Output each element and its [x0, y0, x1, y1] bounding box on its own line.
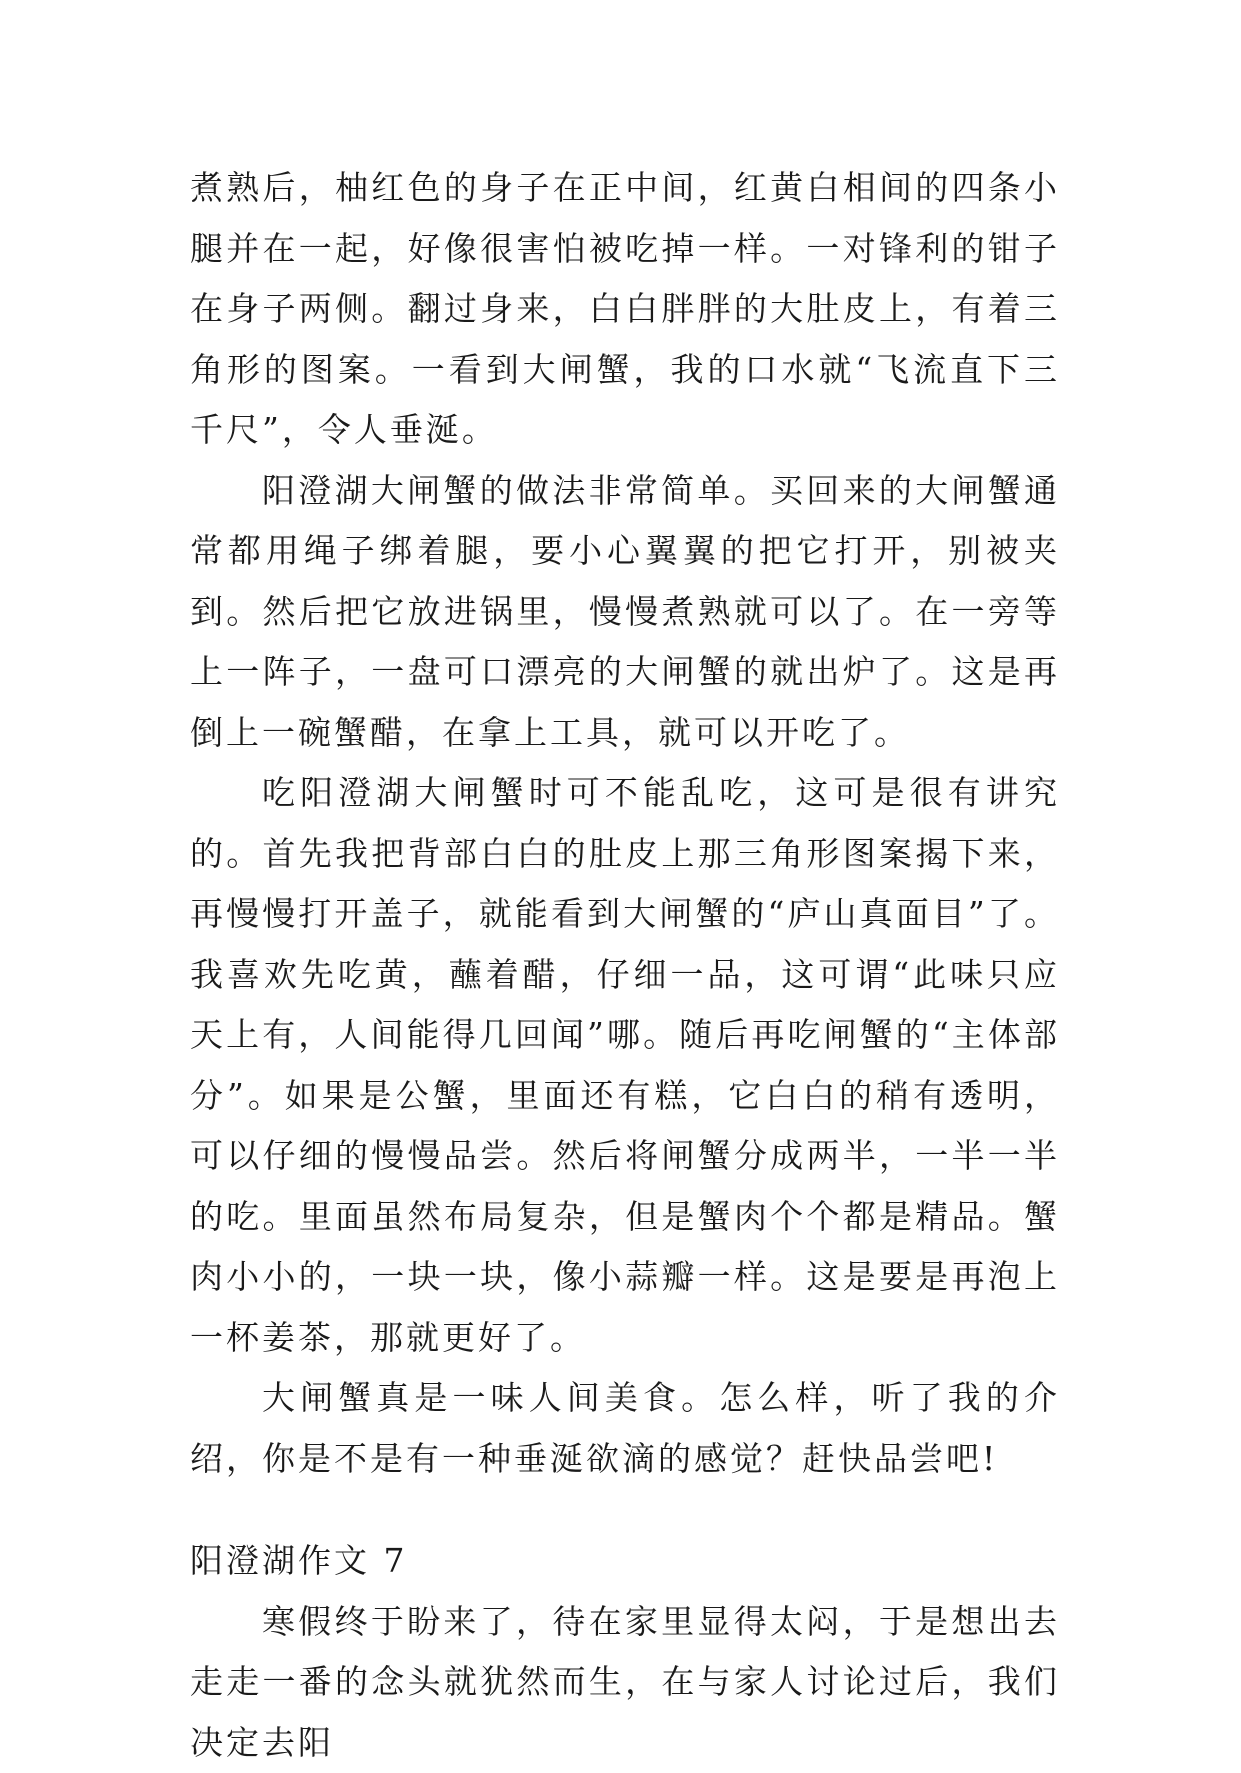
document-page — [190, 158, 1060, 1773]
section-paragraph-1: 寒假终于盼来了，待在家里显得太闷，于是想出去走走一番的念头就犹然而生，在与家人讨论过后，我们决定去阳 — [190, 1592, 1060, 1773]
paragraph-4: 大闸蟹真是一味人间美食。怎么样，听了我的介绍，你是不是有一种垂涎欲滴的感觉？赶快品尝吧! — [190, 1368, 1060, 1489]
paragraph-3: 吃阳澄湖大闸蟹时可不能乱吃，这可是很有讲究的。首先我把背部白白的肚皮上那三角形图案揭下来，再慢慢打开盖子，就能看到大闸蟹的“庐山真面目”了。我喜欢先吃黄，蘸着醋，仔细一品，这可谓“此味只应天上有，人间能得几回闻”哪。随后再吃闸蟹的“主体部分”。如果是公蟹，里面还有糕，它白白的稍有透明，可以仔细的慢慢品尝。然后将闸蟹分成两半，一半一半的吃。里面虽然布局复杂，但是蟹肉个个都是精品。蟹肉小小的，一块一块，像小蒜瓣一样。这是要是再泡上一杯姜茶，那就更好了。 — [190, 763, 1060, 1368]
paragraph-2: 阳澄湖大闸蟹的做法非常简单。买回来的大闸蟹通常都用绳子绑着腿，要小心翼翼的把它打开，别被夹到。然后把它放进锅里，慢慢煮熟就可以了。在一旁等上一阵子，一盘可口漂亮的大闸蟹的就出炉了。这是再倒上一碗蟹醋，在拿上工具，就可以开吃了。 — [190, 461, 1060, 764]
paragraph-1: 煮熟后，柚红色的身子在正中间，红黄白相间的四条小腿并在一起，好像很害怕被吃掉一样。一对锋利的钳子在身子两侧。翻过身来，白白胖胖的大肚皮上，有着三角形的图案。一看到大闸蟹，我的口水就“飞流直下三千尺”，令人垂涎。 — [190, 158, 1060, 461]
section-title: 阳澄湖作文 7 — [190, 1531, 1060, 1592]
